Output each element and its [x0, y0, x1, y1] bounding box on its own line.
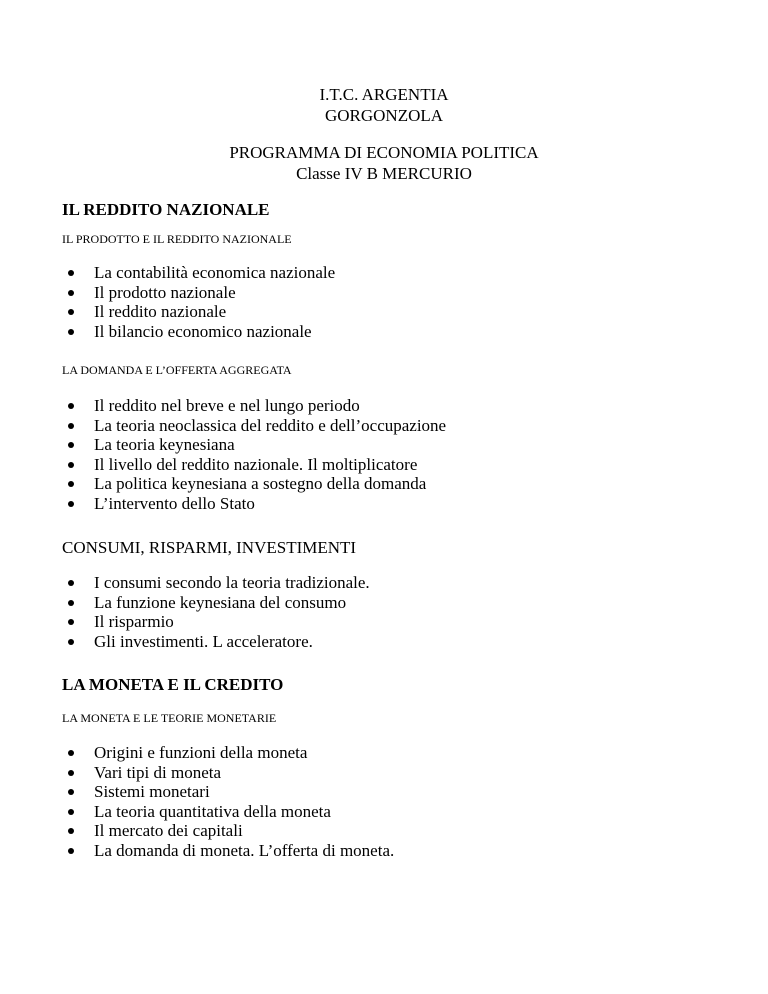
- list-item: Il risparmio: [62, 612, 370, 632]
- subheading-prodotto: IL PRODOTTO E IL REDDITO NAZIONALE: [62, 232, 292, 246]
- bullet-icon: [68, 619, 74, 625]
- bullet-icon: [68, 639, 74, 645]
- bullet-icon: [68, 442, 74, 448]
- bullet-icon: [68, 462, 74, 468]
- list-item: La domanda di moneta. L’offerta di moneta.: [62, 841, 394, 861]
- list-item: Il livello del reddito nazionale. Il moltiplicatore: [62, 455, 446, 475]
- list-item: Il reddito nazionale: [62, 302, 335, 322]
- bullet-icon: [68, 403, 74, 409]
- bullet-icon: [68, 329, 74, 335]
- list-item: Il prodotto nazionale: [62, 283, 335, 303]
- bullet-icon: [68, 270, 74, 276]
- subheading-teorie-monetarie: LA MONETA E LE TEORIE MONETARIE: [62, 711, 277, 725]
- bullet-icon: [68, 600, 74, 606]
- subheading-domanda-offerta: LA DOMANDA E L’OFFERTA AGGREGATA: [62, 363, 292, 377]
- list-prodotto: [62, 263, 335, 341]
- bullet-icon: [68, 309, 74, 315]
- bullet-icon: [68, 848, 74, 854]
- bullet-icon: [68, 789, 74, 795]
- program-header: [0, 142, 768, 184]
- list-item: La contabilità economica nazionale: [62, 263, 335, 283]
- list-item: Origini e funzioni della moneta: [62, 743, 394, 763]
- section-title-reddito: IL REDDITO NAZIONALE: [62, 200, 270, 219]
- bullet-icon: [68, 423, 74, 429]
- list-domanda-offerta: [62, 396, 446, 513]
- class-name: Classe IV B MERCURIO: [296, 164, 472, 183]
- list-item: I consumi secondo la teoria tradizionale.: [62, 573, 370, 593]
- school-name: I.T.C. ARGENTIA: [319, 85, 449, 104]
- bullet-icon: [68, 770, 74, 776]
- bullet-icon: [68, 481, 74, 487]
- bullet-icon: [68, 501, 74, 507]
- list-item: Gli investimenti. L acceleratore.: [62, 632, 370, 652]
- bullet-icon: [68, 809, 74, 815]
- list-moneta: [62, 743, 394, 860]
- list-item: La teoria neoclassica del reddito e dell’occupazione: [62, 416, 446, 436]
- list-item: L’intervento dello Stato: [62, 494, 446, 514]
- list-item: La teoria quantitativa della moneta: [62, 802, 394, 822]
- list-item: La politica keynesiana a sostegno della domanda: [62, 474, 446, 494]
- list-item: Sistemi monetari: [62, 782, 394, 802]
- list-item: Vari tipi di moneta: [62, 763, 394, 783]
- list-item: Il reddito nel breve e nel lungo periodo: [62, 396, 446, 416]
- list-item: Il bilancio economico nazionale: [62, 322, 335, 342]
- section-title-moneta: LA MONETA E IL CREDITO: [62, 675, 284, 694]
- list-consumi: [62, 573, 370, 651]
- section-title-consumi: CONSUMI, RISPARMI, INVESTIMENTI: [62, 538, 357, 557]
- school-city: GORGONZOLA: [324, 106, 444, 125]
- bullet-icon: [68, 290, 74, 296]
- bullet-icon: [68, 750, 74, 756]
- program-title: PROGRAMMA DI ECONOMIA POLITICA: [229, 143, 539, 162]
- list-item: Il mercato dei capitali: [62, 821, 394, 841]
- list-item: La funzione keynesiana del consumo: [62, 593, 370, 613]
- school-header: [0, 84, 768, 126]
- bullet-icon: [68, 580, 74, 586]
- list-item: La teoria keynesiana: [62, 435, 446, 455]
- bullet-icon: [68, 828, 74, 834]
